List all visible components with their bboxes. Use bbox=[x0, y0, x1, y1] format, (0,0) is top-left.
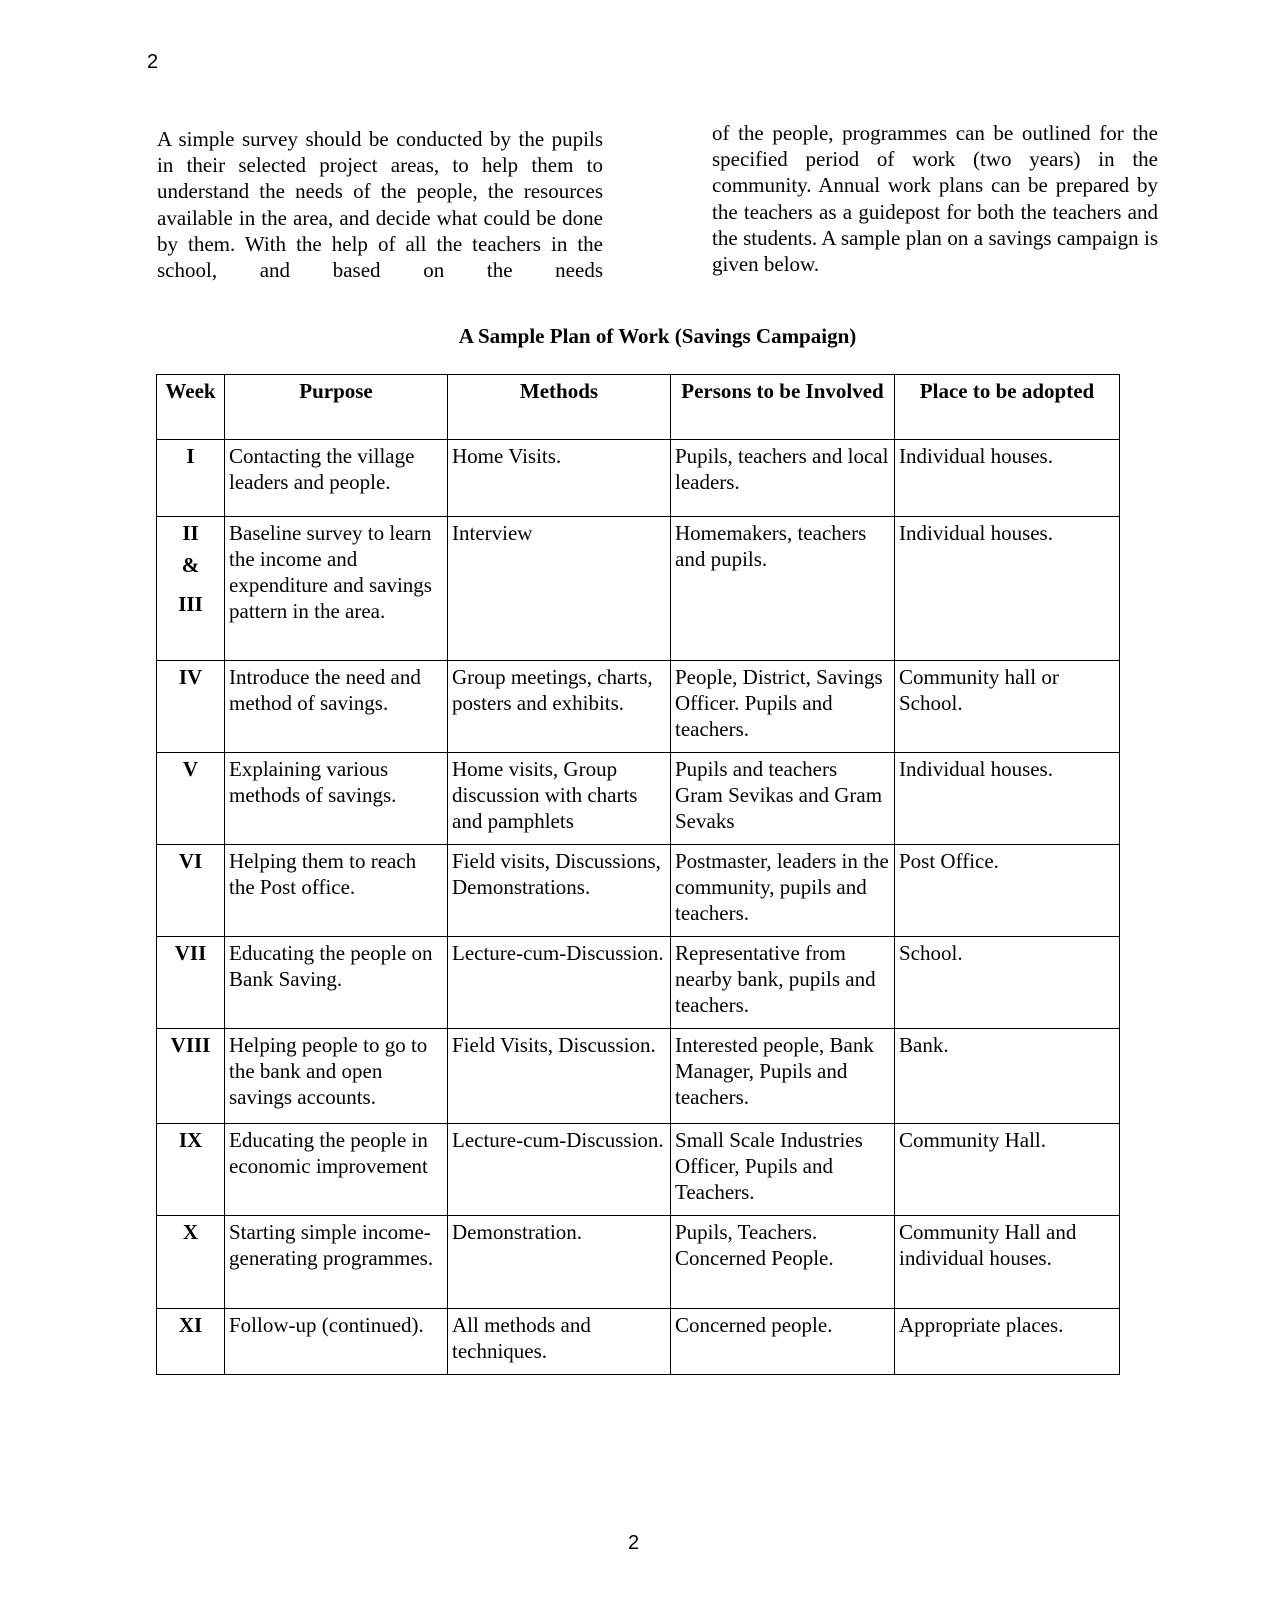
table-row bbox=[157, 1124, 1120, 1216]
header-persons: Persons to be Involved bbox=[671, 375, 895, 440]
persons-cell: Pupils and teachers Gram Sevikas and Gram Sevaks bbox=[671, 753, 895, 845]
table-header-row bbox=[157, 375, 1120, 440]
header-place: Place to be adopted bbox=[895, 375, 1120, 440]
purpose-cell: Baseline survey to learn the income and expenditure and savings pattern in the area. bbox=[225, 517, 448, 661]
table-row bbox=[157, 1029, 1120, 1124]
purpose-cell: Helping them to reach the Post office. bbox=[225, 845, 448, 937]
week-cell: VII bbox=[157, 937, 225, 1029]
persons-cell: Small Scale Industries Officer, Pupils and Teachers. bbox=[671, 1124, 895, 1216]
place-cell: Post Office. bbox=[895, 845, 1120, 937]
header-purpose: Purpose bbox=[225, 375, 448, 440]
week-cell: IV bbox=[157, 661, 225, 753]
place-cell: Individual houses. bbox=[895, 753, 1120, 845]
persons-cell: Pupils, teachers and local leaders. bbox=[671, 440, 895, 517]
place-cell: Bank. bbox=[895, 1029, 1120, 1124]
purpose-cell: Contacting the village leaders and people. bbox=[225, 440, 448, 517]
purpose-cell: Introduce the need and method of savings. bbox=[225, 661, 448, 753]
table-row bbox=[157, 1216, 1120, 1309]
week-cell: VIII bbox=[157, 1029, 225, 1124]
week-cell: XI bbox=[157, 1309, 225, 1375]
plan-of-work-table bbox=[156, 374, 1120, 1375]
week-part: II bbox=[182, 521, 199, 545]
purpose-cell: Educating the people in economic improvement bbox=[225, 1124, 448, 1216]
header-week: Week bbox=[157, 375, 225, 440]
methods-cell: Home visits, Group discussion with charts and pamphlets bbox=[448, 753, 671, 845]
table-row bbox=[157, 661, 1120, 753]
persons-cell: Pupils, Teachers. Concerned People. bbox=[671, 1216, 895, 1309]
week-cell: VI bbox=[157, 845, 225, 937]
intro-right-column: of the people, programmes can be outlined for the specified period of work (two years) in the community. Annual work plans can be prepared by the teachers as a guidepost for both the teachers and the students. A sample plan on a savings campaign is given below. bbox=[712, 121, 1158, 277]
header-methods: Methods bbox=[448, 375, 671, 440]
methods-cell: Field Visits, Discussion. bbox=[448, 1029, 671, 1124]
table-title: A Sample Plan of Work (Savings Campaign) bbox=[458, 324, 857, 348]
persons-cell: Postmaster, leaders in the community, pupils and teachers. bbox=[671, 845, 895, 937]
methods-cell: Group meetings, charts, posters and exhibits. bbox=[448, 661, 671, 753]
table-row bbox=[157, 517, 1120, 661]
table-row bbox=[157, 1309, 1120, 1375]
persons-cell: Homemakers, teachers and pupils. bbox=[671, 517, 895, 661]
table-row bbox=[157, 440, 1120, 517]
table-row bbox=[157, 937, 1120, 1029]
purpose-cell: Explaining various methods of savings. bbox=[225, 753, 448, 845]
place-cell: Community Hall and individual houses. bbox=[895, 1216, 1120, 1309]
place-cell: Community Hall. bbox=[895, 1124, 1120, 1216]
week-cell: V bbox=[157, 753, 225, 845]
week-cell bbox=[157, 517, 225, 661]
persons-cell: Representative from nearby bank, pupils and teachers. bbox=[671, 937, 895, 1029]
methods-cell: Interview bbox=[448, 517, 671, 661]
table-row bbox=[157, 753, 1120, 845]
table-title-wrapper bbox=[0, 323, 1275, 349]
week-cell: X bbox=[157, 1216, 225, 1309]
page-number-top: 2 bbox=[147, 51, 159, 73]
place-cell: Appropriate places. bbox=[895, 1309, 1120, 1375]
methods-cell: All methods and techniques. bbox=[448, 1309, 671, 1375]
week-cell: IX bbox=[157, 1124, 225, 1216]
page-number-bottom: 2 bbox=[628, 1532, 640, 1554]
week-part: III bbox=[178, 592, 203, 616]
methods-cell: Field visits, Discussions, Demonstrations. bbox=[448, 845, 671, 937]
purpose-cell: Starting simple income-generating programmes. bbox=[225, 1216, 448, 1309]
methods-cell: Lecture-cum-Discussion. bbox=[448, 937, 671, 1029]
purpose-cell: Educating the people on Bank Saving. bbox=[225, 937, 448, 1029]
week-cell: I bbox=[157, 440, 225, 517]
purpose-cell: Helping people to go to the bank and open savings accounts. bbox=[225, 1029, 448, 1124]
place-cell: School. bbox=[895, 937, 1120, 1029]
place-cell: Community hall or School. bbox=[895, 661, 1120, 753]
purpose-cell: Follow-up (continued). bbox=[225, 1309, 448, 1375]
persons-cell: Concerned people. bbox=[671, 1309, 895, 1375]
methods-cell: Home Visits. bbox=[448, 440, 671, 517]
place-cell: Individual houses. bbox=[895, 440, 1120, 517]
methods-cell: Lecture-cum-Discussion. bbox=[448, 1124, 671, 1216]
persons-cell: People, District, Savings Officer. Pupils and teachers. bbox=[671, 661, 895, 753]
persons-cell: Interested people, Bank Manager, Pupils and teachers. bbox=[671, 1029, 895, 1124]
methods-cell: Demonstration. bbox=[448, 1216, 671, 1309]
intro-left-column: A simple survey should be conducted by the pupils in their selected project areas, to help them to understand the needs of the people, the resources available in the area, and decide what could be done by them. With the help of all the teachers in the school, and based on the needs bbox=[157, 127, 603, 283]
place-cell: Individual houses. bbox=[895, 517, 1120, 661]
week-part: & bbox=[181, 553, 200, 577]
table-row bbox=[157, 845, 1120, 937]
